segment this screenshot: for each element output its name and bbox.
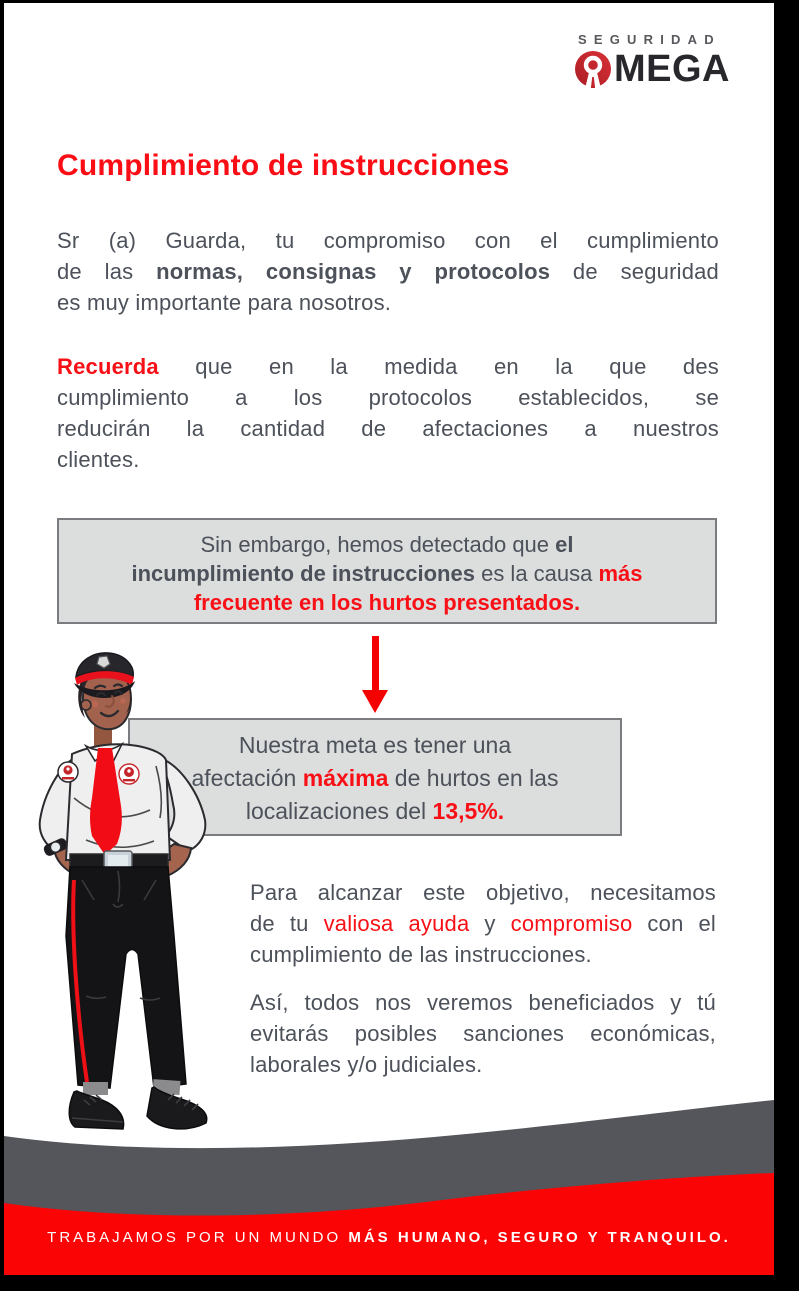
finding-callout-box (57, 518, 717, 624)
text-line (57, 444, 719, 475)
text-segment: laborales y/o judiciales. (250, 1052, 483, 1077)
benefit-paragraph (250, 987, 716, 1080)
text-segment: es la causa (474, 561, 599, 586)
text-segment-red: compromiso (510, 911, 633, 936)
text-segment: que en la medida en la que des (158, 354, 719, 379)
poster-page (4, 3, 774, 1275)
text-segment-red: más (598, 561, 643, 586)
text-line (57, 351, 719, 382)
text-line (250, 939, 716, 970)
text-segment: Sin embargo, hemos detectado que (200, 532, 556, 557)
text-segment: afectación (191, 765, 303, 791)
text-line (57, 225, 719, 256)
text-segment: de las (57, 259, 157, 284)
footer-slogan-bold: MÁS HUMANO, SEGURO Y TRANQUILO. (348, 1229, 731, 1246)
text-segment: Para alcanzar este objetivo, necesitamos (250, 880, 716, 905)
brand-word-mega: MEGA (614, 48, 730, 90)
text-segment: y (469, 911, 511, 936)
brand-word-seguridad: SEGURIDAD (578, 32, 721, 47)
text-segment: cumplimiento a los protocolos establecidos, se (57, 385, 719, 410)
text-segment-red: máxima (302, 765, 389, 791)
text-segment-bold: incumplimiento de instrucciones (131, 561, 475, 586)
brand-logo (574, 32, 752, 88)
text-segment: localizaciones del (245, 798, 433, 824)
text-line (59, 588, 715, 617)
footer-slogan (4, 1229, 774, 1246)
text-line (57, 382, 719, 413)
text-segment-bold: el (555, 532, 574, 557)
text-segment: reducirán la cantidad de afectaciones a nuestros (57, 416, 719, 441)
text-line (250, 987, 716, 1018)
text-line (250, 877, 716, 908)
footer-slogan-regular: TRABAJAMOS POR UN MUNDO (47, 1229, 349, 1246)
text-segment-bold: normas, consignas y protocolos (156, 259, 551, 284)
text-segment: cumplimiento de las instrucciones. (250, 942, 592, 967)
security-guard-illustration (28, 648, 240, 1144)
text-segment: Nuestra meta es tener una (238, 732, 512, 758)
omega-keyhole-icon (574, 50, 612, 88)
text-line (59, 559, 715, 588)
text-segment: clientes. (57, 447, 140, 472)
goal-percentage-value: 13,5%. (432, 798, 505, 824)
text-segment: Sr (a) Guarda, tu compromiso con el cumplimiento (57, 228, 719, 253)
appeal-paragraph (250, 877, 716, 970)
down-arrow-head (362, 690, 388, 713)
text-segment: con el (632, 911, 717, 936)
text-line (250, 1049, 716, 1080)
text-segment: Así, todos nos veremos beneficiados y tú (250, 990, 716, 1015)
text-line (57, 256, 719, 287)
text-segment: de tu (250, 911, 324, 936)
text-segment: de seguridad (550, 259, 719, 284)
text-segment: de hurtos en las (388, 765, 559, 791)
intro-paragraph (57, 225, 719, 318)
text-segment: es muy importante para nosotros. (57, 290, 392, 315)
text-segment-red: valiosa ayuda (323, 911, 470, 936)
text-segment-red: frecuente en los hurtos presentados. (193, 590, 581, 615)
text-line (250, 1018, 716, 1049)
reminder-paragraph (57, 351, 719, 475)
page-title: Cumplimiento de instrucciones (57, 149, 510, 182)
text-line (59, 530, 715, 559)
text-line (250, 908, 716, 939)
text-segment-red: Recuerda (57, 354, 159, 379)
down-arrow-shaft (372, 636, 379, 691)
text-line (57, 413, 719, 444)
text-segment: evitarás posibles sanciones económicas, (250, 1021, 716, 1046)
text-line (57, 287, 719, 318)
